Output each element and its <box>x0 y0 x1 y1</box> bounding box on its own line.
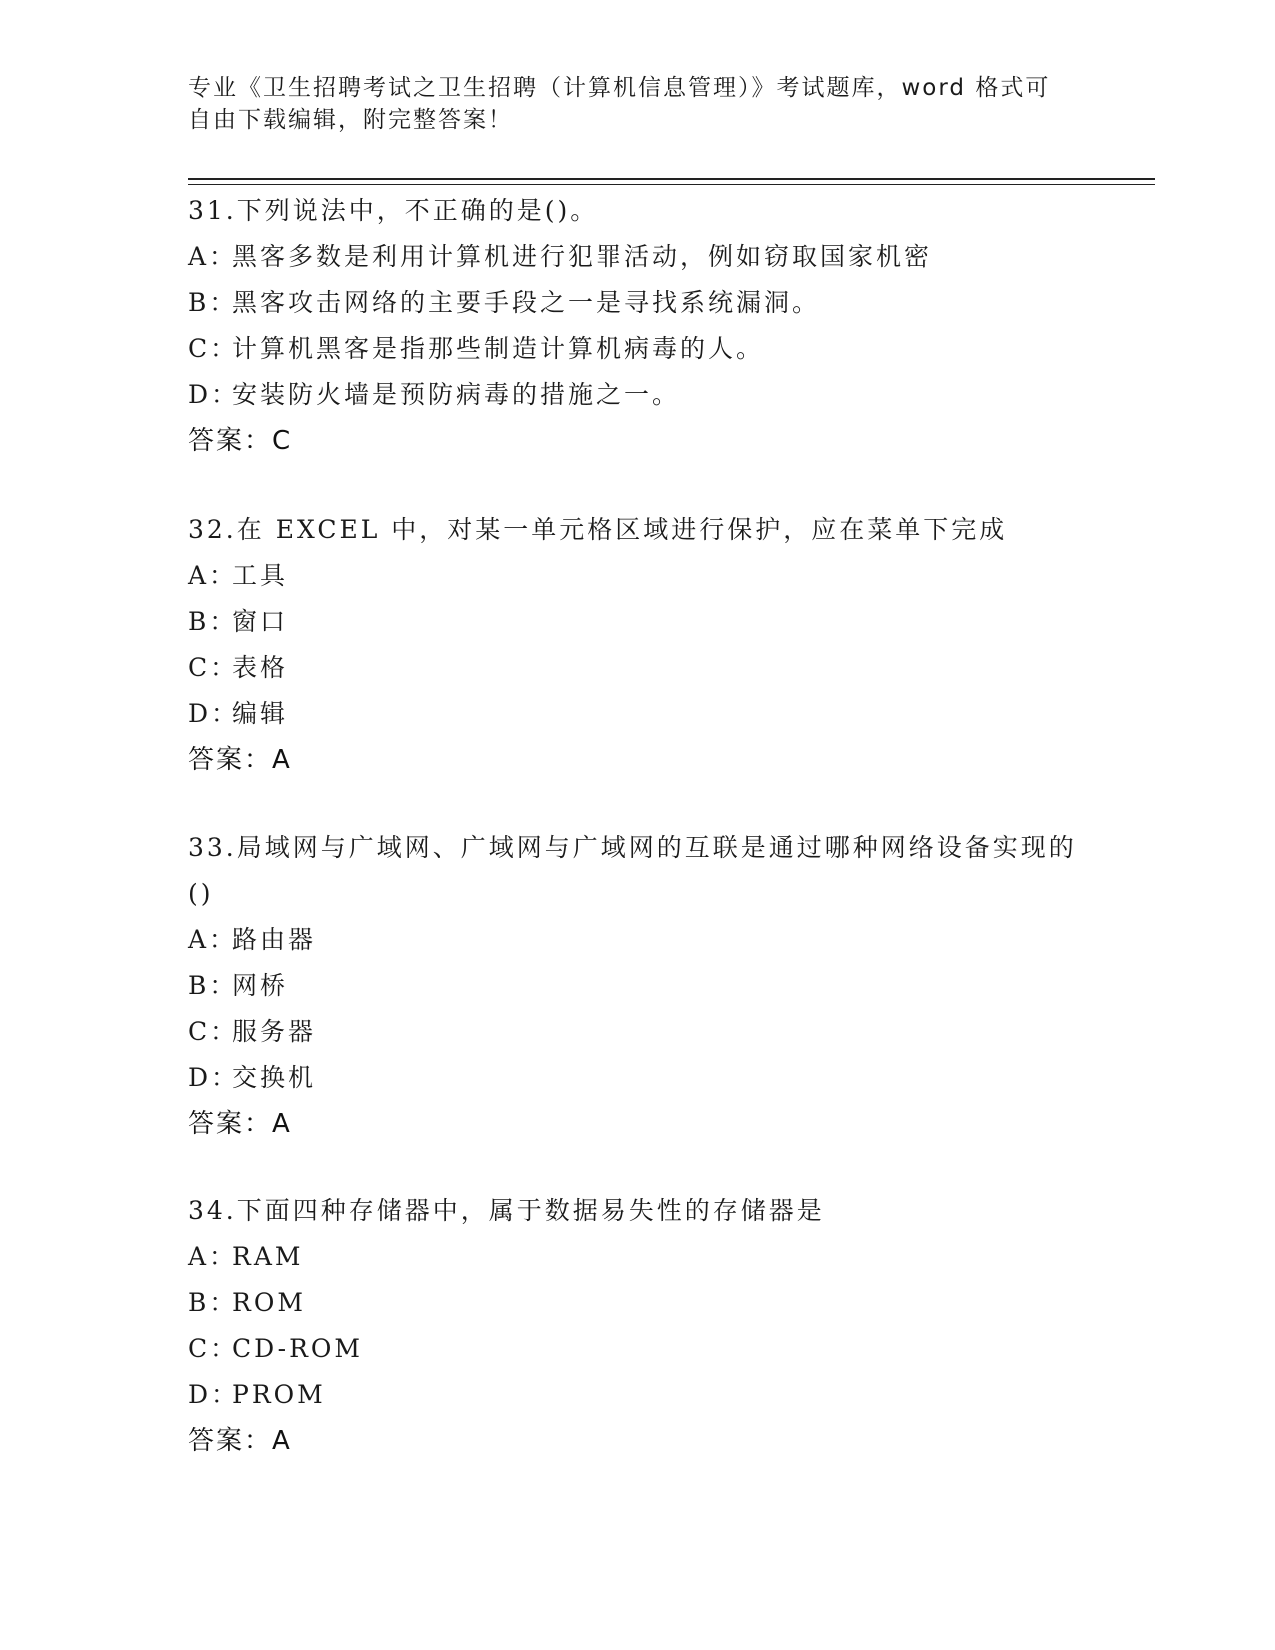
option-key: A： <box>188 242 238 271</box>
question-block <box>188 1188 1088 1464</box>
option-key: A： <box>188 1242 238 1271</box>
option-text: 网桥 <box>232 971 289 1000</box>
option-text: 编辑 <box>232 699 289 728</box>
option-key: D： <box>188 1380 240 1409</box>
option-key: B： <box>188 607 238 636</box>
option-b <box>188 1280 1088 1326</box>
option-key: A： <box>188 561 238 590</box>
option-text: CD-ROM <box>232 1334 364 1363</box>
option-d <box>188 372 1088 418</box>
option-text: 安装防火墙是预防病毒的措施之一。 <box>232 380 681 409</box>
option-text: 路由器 <box>232 925 317 954</box>
option-text: ROM <box>232 1288 306 1317</box>
option-b <box>188 963 1088 1009</box>
option-text: 计算机黑客是指那些制造计算机病毒的人。 <box>232 334 765 363</box>
document-header: 专业《卫生招聘考试之卫生招聘（计算机信息管理）》考试题库，word 格式可自由下载编辑，附完整答案！ <box>188 75 1051 133</box>
option-text: 黑客多数是利用计算机进行犯罪活动，例如窃取国家机密 <box>232 242 933 271</box>
option-b <box>188 599 1088 645</box>
option-b <box>188 280 1088 326</box>
header-divider-top <box>188 178 1155 180</box>
question-stem: 31.下列说法中，不正确的是()。 <box>188 196 599 225</box>
option-c <box>188 326 1088 372</box>
question-stem: 32.在 EXCEL 中，对某一单元格区域进行保护，应在菜单下完成 <box>188 515 1008 544</box>
option-d <box>188 1372 1088 1418</box>
option-key: A： <box>188 925 238 954</box>
option-key: D： <box>188 699 240 728</box>
option-a <box>188 553 1088 599</box>
option-key: C： <box>188 653 239 682</box>
question-stem: 33.局域网与广域网、广域网与广域网的互联是通过哪种网络设备实现的() <box>188 833 1077 908</box>
option-text: 服务器 <box>232 1017 317 1046</box>
option-a <box>188 234 1088 280</box>
option-text: PROM <box>232 1380 326 1409</box>
option-key: B： <box>188 288 238 317</box>
option-d <box>188 1055 1088 1101</box>
option-text: RAM <box>232 1242 304 1271</box>
header-divider-bottom <box>188 184 1155 185</box>
option-c <box>188 1326 1088 1372</box>
question-block <box>188 825 1088 1147</box>
question-block <box>188 507 1088 783</box>
option-key: B： <box>188 1288 238 1317</box>
answer-line: 答案：A <box>188 1109 292 1139</box>
option-key: B： <box>188 971 238 1000</box>
answer-line: 答案：A <box>188 1426 292 1456</box>
option-text: 窗口 <box>232 607 289 636</box>
option-a <box>188 1234 1088 1280</box>
option-text: 交换机 <box>232 1063 317 1092</box>
question-stem: 34.下面四种存储器中，属于数据易失性的存储器是 <box>188 1196 825 1225</box>
option-c <box>188 645 1088 691</box>
option-text: 黑客攻击网络的主要手段之一是寻找系统漏洞。 <box>232 288 821 317</box>
option-text: 工具 <box>232 561 289 590</box>
option-key: C： <box>188 1334 239 1363</box>
question-block <box>188 188 1088 464</box>
option-d <box>188 691 1088 737</box>
option-key: D： <box>188 380 240 409</box>
option-key: C： <box>188 334 239 363</box>
option-c <box>188 1009 1088 1055</box>
option-key: C： <box>188 1017 239 1046</box>
option-a <box>188 917 1088 963</box>
answer-line: 答案：A <box>188 745 292 775</box>
option-key: D： <box>188 1063 240 1092</box>
answer-line: 答案：C <box>188 426 293 456</box>
option-text: 表格 <box>232 653 289 682</box>
